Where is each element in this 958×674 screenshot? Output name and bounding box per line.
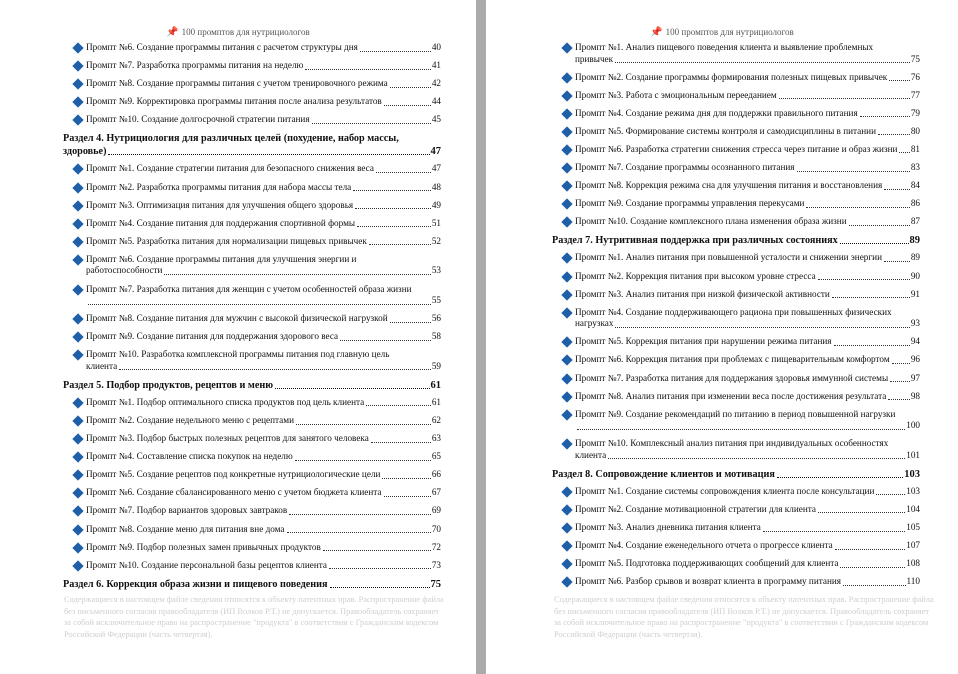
page-number: 96 [910, 354, 920, 365]
diamond-bullet-icon [72, 284, 83, 295]
entry-title: Промпт №10. Создание комплексного плана изменения образа жизни [575, 216, 847, 227]
entry-title-cont: клиента [86, 360, 118, 371]
page-number: 100 [906, 420, 920, 431]
page-number: 94 [910, 336, 920, 347]
dot-leader [779, 98, 910, 99]
diamond-bullet-icon [72, 560, 83, 571]
dot-leader [832, 297, 910, 298]
toc-entry[interactable] [552, 558, 920, 570]
dot-leader [371, 442, 431, 443]
page-number: 62 [431, 415, 441, 425]
entry-title: Промпт №6. Разбор срывов и возврат клиента в программу питания [575, 576, 842, 587]
entry-title: Промпт №5. Формирование системы контроля и самодисциплины в питании [575, 125, 876, 136]
entry-title: Промпт №4. Составление списка покупок на неделю [86, 451, 293, 462]
page-number: 72 [431, 541, 441, 552]
toc-entry[interactable] [63, 218, 441, 230]
page-number: 103 [904, 468, 920, 480]
toc-entry[interactable] [552, 126, 920, 138]
page-number: 66 [431, 469, 441, 480]
entry-title: Промпт №7. Разработка питания для женщин с учетом особенностей образа жизни [86, 283, 412, 294]
entry-title: Промпт №1. Подбор оптимального списка продуктов под цель клиента [86, 396, 365, 407]
page-number: 49 [431, 199, 441, 210]
entry-title: Промпт №3. Анализ питания при низкой физической активности [575, 288, 830, 299]
diamond-bullet-icon [72, 313, 83, 324]
diamond-bullet-icon [72, 433, 83, 444]
dot-leader [357, 226, 431, 227]
diamond-bullet-icon [72, 332, 83, 343]
entry-title: Промпт №3. Работа с эмоциональным перееданием [575, 89, 777, 100]
toc-entry[interactable] [63, 451, 441, 463]
dot-leader [797, 171, 910, 172]
toc-section-heading[interactable] [552, 468, 920, 481]
page-number: 42 [431, 78, 441, 89]
toc-entry[interactable] [63, 331, 441, 343]
dot-leader [390, 322, 431, 323]
dot-leader [287, 532, 431, 533]
diamond-bullet-icon [561, 42, 572, 53]
toc-entry[interactable] [63, 78, 441, 90]
page-number: 108 [906, 558, 920, 569]
entry-title: Промпт №5. Создание рецептов под конкретные нутрициологические цели [86, 469, 381, 480]
header-title: 100 промптов для нутрициологов [181, 27, 310, 37]
toc-entry[interactable] [552, 289, 920, 301]
entry-title: Промпт №3. Оптимизация питания для улучшения общего здоровья [86, 199, 354, 210]
page-number: 83 [910, 162, 920, 173]
diamond-bullet-icon [561, 540, 572, 551]
page-number: 81 [910, 143, 920, 154]
dot-leader [878, 134, 910, 135]
page-number: 67 [431, 487, 441, 498]
diamond-bullet-icon [72, 42, 83, 53]
diamond-bullet-icon [561, 522, 572, 533]
toc-entry[interactable] [63, 397, 441, 409]
dot-leader [860, 116, 910, 117]
dot-leader [843, 585, 906, 586]
page-number: 90 [910, 270, 920, 281]
section-title-cont: здоровье) [63, 146, 107, 158]
entry-title: Промпт №1. Анализ питания при повышенной усталости и снижении энергии [575, 252, 882, 263]
entry-title: Промпт №9. Создание питания для поддержания здорового веса [86, 331, 339, 342]
toc-entry[interactable] [63, 284, 441, 307]
page-header [0, 27, 476, 38]
toc-entry[interactable] [63, 560, 441, 572]
entry-title: Промпт №2. Создание мотивационной стратегии для клиента [575, 503, 816, 514]
toc-entry[interactable] [63, 200, 441, 212]
toc-section-heading[interactable] [552, 234, 920, 247]
diamond-bullet-icon [72, 97, 83, 108]
dot-leader [876, 494, 905, 495]
dot-leader [818, 512, 905, 513]
entry-title: Промпт №7. Разработка питания для поддержания здоровья иммунной системы [575, 372, 889, 383]
page-number: 97 [910, 372, 920, 383]
diamond-bullet-icon [72, 452, 83, 463]
entry-title: Промпт №5. Коррекция питания при нарушении режима питания [575, 336, 832, 347]
toc-entry[interactable] [552, 486, 920, 498]
dot-leader [577, 429, 905, 430]
toc-entry[interactable] [552, 271, 920, 283]
dot-leader [329, 568, 431, 569]
dot-leader [289, 514, 431, 515]
page-number: 69 [431, 505, 441, 516]
entry-title: Промпт №9. Корректировка программы питания после анализа результатов [86, 96, 382, 107]
dot-leader [777, 477, 903, 478]
toc-entry[interactable] [552, 391, 920, 403]
page-number: 40 [431, 42, 441, 52]
table-of-contents [63, 42, 441, 596]
dot-leader [323, 550, 431, 551]
page-number: 84 [910, 180, 920, 191]
page-number: 91 [910, 288, 920, 299]
diamond-bullet-icon [561, 217, 572, 228]
toc-section-heading[interactable] [63, 578, 441, 591]
toc-entry[interactable] [552, 162, 920, 174]
diamond-bullet-icon [561, 559, 572, 570]
diamond-bullet-icon [561, 307, 572, 318]
toc-entry[interactable] [63, 60, 441, 72]
section-title: Раздел 5. Подбор продуктов, рецептов и меню [63, 379, 273, 391]
section-title: Раздел 8. Сопровождение клиентов и мотивация [552, 468, 775, 480]
dot-leader [840, 567, 905, 568]
entry-title: Промпт №4. Создание режима дня для поддержки правильного питания [575, 107, 858, 118]
page-number: 58 [431, 331, 441, 342]
page-left [0, 0, 476, 674]
diamond-bullet-icon [72, 506, 83, 517]
toc-entry[interactable] [552, 336, 920, 348]
toc-entry[interactable] [552, 576, 920, 588]
dot-leader [384, 105, 431, 106]
page-number: 103 [906, 485, 920, 496]
toc-entry[interactable] [63, 542, 441, 554]
toc-section-heading[interactable] [63, 379, 441, 392]
toc-entry[interactable] [63, 163, 441, 175]
dot-leader [305, 69, 430, 70]
diamond-bullet-icon [561, 391, 572, 402]
diamond-bullet-icon [72, 488, 83, 499]
diamond-bullet-icon [561, 577, 572, 588]
dot-leader [884, 261, 910, 262]
dot-leader [340, 340, 431, 341]
toc-entry[interactable] [552, 180, 920, 192]
toc-entry[interactable] [63, 96, 441, 108]
dot-leader [890, 381, 910, 382]
page-number: 45 [431, 114, 441, 125]
entry-title: Промпт №1. Создание стратегии питания для безопасного снижения веса [86, 163, 374, 174]
page-number: 87 [910, 216, 920, 227]
page-number: 53 [431, 265, 441, 276]
entry-title-cont: нагрузках [575, 318, 614, 329]
page-number: 55 [431, 295, 441, 306]
toc-entry[interactable] [63, 415, 441, 427]
diamond-bullet-icon [72, 182, 83, 193]
entry-title: Промпт №10. Создание персональной базы рецептов клиента [86, 559, 327, 570]
toc-entry[interactable] [63, 254, 441, 277]
toc-entry[interactable] [552, 252, 920, 264]
dot-leader [888, 399, 909, 400]
page-number: 51 [431, 217, 441, 228]
header-title: 100 промптов для нутрициологов [665, 27, 794, 37]
page-number: 56 [431, 313, 441, 324]
entry-title: Промпт №10. Комплексный анализ питания при индивидуальных особенностях [575, 438, 889, 449]
dot-leader [384, 496, 431, 497]
entry-title: Промпт №8. Анализ питания при изменении веса после достижения результата [575, 390, 887, 401]
entry-title-cont: клиента [575, 449, 607, 460]
entry-title: Промпт №2. Коррекция питания при высоком уровне стресса [575, 270, 816, 281]
diamond-bullet-icon [561, 486, 572, 497]
page-number: 75 [910, 53, 920, 64]
copyright-footer: Содержащиеся в настоящем файле сведения относятся к объекту патентных прав. Распространение файла без письменного согласия правообладателя (ИП Волков Р.Т.) не допускается. Правообладатель сохраняет за собой исключительное право на распространение "продукта" в соответствии с Гражданским кодексом Российской Федерации (часть четвертая). [64, 595, 444, 639]
diamond-bullet-icon [72, 415, 83, 426]
dot-leader [330, 587, 430, 588]
dot-leader [108, 154, 429, 155]
page-number: 80 [910, 125, 920, 136]
entry-title: Промпт №8. Коррекция режима сна для улучшения питания и восстановления [575, 180, 883, 191]
dot-leader [366, 405, 431, 406]
page-number: 107 [906, 540, 920, 551]
entry-title: Промпт №5. Подготовка поддерживающих сообщений для клиента [575, 558, 839, 569]
dot-leader [806, 207, 909, 208]
diamond-bullet-icon [72, 542, 83, 553]
diamond-bullet-icon [72, 79, 83, 90]
section-title: Раздел 4. Нутрициология для различных целей (похудение, набор массы, [63, 133, 399, 145]
diamond-bullet-icon [561, 90, 572, 101]
dot-leader [376, 172, 431, 173]
dot-leader [312, 123, 431, 124]
entry-title: Промпт №10. Разработка комплексной программы питания под главную цель [86, 349, 390, 360]
diamond-bullet-icon [561, 72, 572, 83]
diamond-bullet-icon [561, 144, 572, 155]
page-number: 76 [910, 71, 920, 82]
entry-title: Промпт №7. Разработка программы питания на неделю [86, 60, 304, 71]
dot-leader [369, 244, 431, 245]
toc-entry[interactable] [63, 313, 441, 325]
entry-title: Промпт №8. Создание программы питания с учетом тренировочного режима [86, 78, 388, 89]
diamond-bullet-icon [72, 350, 83, 361]
diamond-bullet-icon [561, 108, 572, 119]
toc-entry[interactable] [552, 373, 920, 385]
entry-title-cont: привычек [575, 53, 614, 64]
page-number: 110 [906, 576, 920, 587]
page-number: 77 [910, 89, 920, 100]
dot-leader [360, 51, 431, 52]
toc-entry[interactable] [63, 236, 441, 248]
dot-leader [608, 458, 905, 459]
dot-leader [353, 190, 431, 191]
page-number: 47 [431, 163, 441, 174]
dot-leader [834, 345, 910, 346]
entry-title: Промпт №8. Создание питания для мужчин с высокой физической нагрузкой [86, 313, 388, 324]
page-number: 89 [909, 235, 920, 247]
dot-leader [382, 478, 430, 479]
entry-title: Промпт №6. Создание программы питания для улучшения энергии и [86, 253, 357, 264]
dot-leader [296, 424, 431, 425]
toc-entry[interactable] [552, 504, 920, 516]
page-number: 104 [906, 503, 920, 514]
toc-entry[interactable] [552, 108, 920, 120]
dot-leader [275, 388, 430, 389]
toc-entry[interactable] [63, 469, 441, 481]
toc-entry[interactable] [63, 182, 441, 194]
page-number: 63 [431, 433, 441, 444]
entry-title: Промпт №2. Создание недельного меню с рецептами [86, 415, 294, 425]
section-title: Раздел 7. Нутритивная поддержка при различных состояниях [552, 235, 838, 247]
diamond-bullet-icon [561, 253, 572, 264]
page-number: 98 [910, 390, 920, 401]
entry-title: Промпт №6. Создание программы питания с расчетом структуры дня [86, 42, 358, 52]
diamond-bullet-icon [561, 504, 572, 515]
diamond-bullet-icon [561, 271, 572, 282]
diamond-bullet-icon [72, 218, 83, 229]
dot-leader [615, 327, 909, 328]
page-number: 101 [906, 449, 920, 460]
page-number: 59 [431, 360, 441, 371]
toc-entry[interactable] [63, 487, 441, 499]
entry-title: Промпт №4. Создание поддерживающего рациона при повышенных физических [575, 306, 892, 317]
entry-title: Промпт №2. Создание программы формирования полезных пищевых привычек [575, 71, 888, 82]
diamond-bullet-icon [561, 126, 572, 137]
dot-leader [164, 274, 430, 275]
diamond-bullet-icon [72, 397, 83, 408]
entry-title: Промпт №4. Создание питания для поддержания спортивной формы [86, 217, 356, 228]
pushpin-icon: 📌 [166, 27, 179, 38]
dot-leader [355, 208, 431, 209]
diamond-bullet-icon [72, 524, 83, 535]
entry-title: Промпт №5. Разработка питания для нормализации пищевых привычек [86, 235, 367, 246]
page-number: 70 [431, 523, 441, 534]
toc-entry[interactable] [552, 522, 920, 534]
entry-title: Промпт №6. Разработка стратегии снижения стресса через питание и образ жизни [575, 143, 898, 154]
diamond-bullet-icon [561, 373, 572, 384]
dot-leader [763, 531, 905, 532]
page-number: 93 [910, 318, 920, 329]
entry-title-cont: работоспособности [86, 265, 163, 276]
diamond-bullet-icon [72, 254, 83, 265]
dot-leader [390, 87, 431, 88]
toc-entry[interactable] [552, 409, 920, 432]
diamond-bullet-icon [561, 337, 572, 348]
toc-entry[interactable] [552, 540, 920, 552]
dot-leader [835, 549, 906, 550]
diamond-bullet-icon [561, 355, 572, 366]
entry-title: Промпт №9. Создание рекомендаций по питанию в период повышенной нагрузки [575, 408, 896, 419]
dot-leader [889, 80, 910, 81]
page-number: 47 [430, 146, 441, 158]
entry-title: Промпт №9. Создание программы управления перекусами [575, 198, 805, 209]
page-header [486, 27, 958, 38]
entry-title: Промпт №2. Разработка программы питания для набора массы тела [86, 181, 352, 192]
entry-title: Промпт №1. Анализ пищевого поведения клиента и выявление проблемных [575, 42, 874, 52]
toc-entry[interactable] [552, 42, 920, 65]
page-number: 79 [910, 107, 920, 118]
entry-title: Промпт №7. Подбор вариантов здоровых завтраков [86, 505, 288, 516]
page-right [486, 0, 958, 674]
page-number: 52 [431, 235, 441, 246]
dot-leader [884, 189, 910, 190]
diamond-bullet-icon [561, 439, 572, 450]
dot-leader [615, 62, 910, 63]
dot-leader [899, 152, 909, 153]
page-number: 41 [431, 60, 441, 71]
dot-leader [818, 279, 910, 280]
entry-title: Промпт №1. Создание системы сопровождения клиента после консультации [575, 485, 875, 496]
page-number: 44 [431, 96, 441, 107]
toc-entry[interactable] [63, 524, 441, 536]
toc-entry[interactable] [63, 42, 441, 54]
toc-entry[interactable] [552, 198, 920, 210]
diamond-bullet-icon [561, 162, 572, 173]
entry-title: Промпт №10. Создание долгосрочной стратегии питания [86, 114, 310, 125]
diamond-bullet-icon [72, 200, 83, 211]
page-number: 65 [431, 451, 441, 462]
diamond-bullet-icon [561, 199, 572, 210]
toc-entry[interactable] [63, 349, 441, 372]
diamond-bullet-icon [561, 409, 572, 420]
diamond-bullet-icon [72, 470, 83, 481]
entry-title: Промпт №3. Подбор быстрых полезных рецептов для занятого человека [86, 433, 369, 444]
dot-leader [295, 460, 431, 461]
toc-entry[interactable] [63, 114, 441, 126]
diamond-bullet-icon [72, 164, 83, 175]
page-number: 73 [431, 559, 441, 570]
toc-entry[interactable] [552, 72, 920, 84]
entry-title: Промпт №6. Создание сбалансированного меню с учетом бюджета клиента [86, 487, 382, 498]
diamond-bullet-icon [561, 180, 572, 191]
toc-entry[interactable] [552, 90, 920, 102]
entry-title: Промпт №3. Анализ дневника питания клиента [575, 522, 761, 533]
toc-entry[interactable] [552, 354, 920, 366]
dot-leader [849, 225, 910, 226]
dot-leader [88, 304, 431, 305]
toc-entry[interactable] [552, 216, 920, 228]
page-number: 105 [906, 522, 920, 533]
page-number: 86 [910, 198, 920, 209]
diamond-bullet-icon [72, 115, 83, 126]
entry-title: Промпт №7. Создание программы осознанного питания [575, 162, 795, 173]
section-title: Раздел 6. Коррекция образа жизни и пищевого поведения [63, 578, 328, 590]
toc-entry[interactable] [63, 505, 441, 517]
page-number: 61 [431, 396, 441, 407]
page-number: 61 [430, 379, 441, 391]
diamond-bullet-icon [561, 289, 572, 300]
toc-entry[interactable] [63, 433, 441, 445]
page-number: 48 [431, 181, 441, 192]
entry-title: Промпт №6. Коррекция питания при проблемах с пищеварительным комфортом [575, 354, 890, 365]
toc-section-heading[interactable] [63, 132, 441, 158]
diamond-bullet-icon [72, 60, 83, 71]
toc-entry[interactable] [552, 307, 920, 330]
diamond-bullet-icon [72, 236, 83, 247]
entry-title: Промпт №4. Создание еженедельного отчета о прогрессе клиента [575, 540, 833, 551]
toc-entry[interactable] [552, 438, 920, 461]
toc-entry[interactable] [552, 144, 920, 156]
copyright-footer: Содержащиеся в настоящем файле сведения относятся к объекту патентных прав. Распространение файла без письменного согласия правообладателя (ИП Волков Р.Т.) не допускается. Правообладатель сохраняет за собой исключительное право на распространение "продукта" в соответствии с Гражданским кодексом Российской Федерации (часть четвертая). [554, 595, 934, 639]
entry-title: Промпт №9. Подбор полезных замен привычных продуктов [86, 541, 321, 552]
dot-leader [840, 243, 909, 244]
page-number: 89 [910, 252, 920, 263]
dot-leader [892, 363, 910, 364]
pushpin-icon: 📌 [650, 27, 663, 38]
entry-title: Промпт №8. Создание меню для питания вне дома [86, 523, 285, 534]
page-number: 75 [430, 578, 441, 590]
table-of-contents [552, 42, 920, 594]
dot-leader [119, 369, 431, 370]
